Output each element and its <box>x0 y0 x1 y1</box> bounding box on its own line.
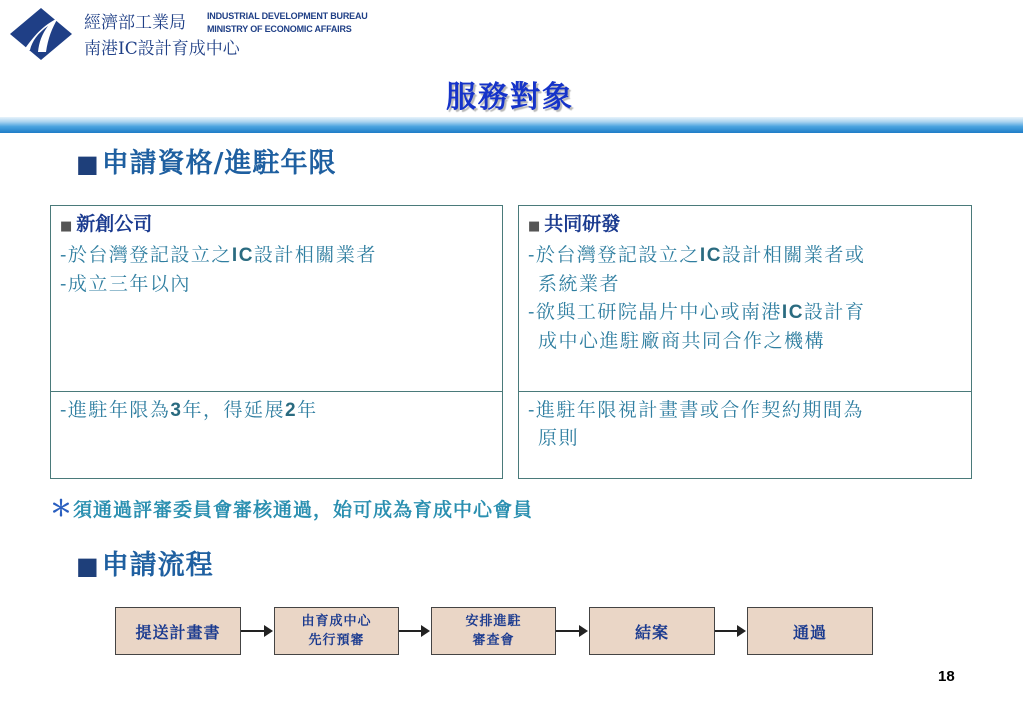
section-heading-text: 申請流程 <box>101 550 214 581</box>
asterisk-icon: ＊ <box>50 496 74 522</box>
startup-term: -進駐年限為3年，得延展2年 <box>60 399 318 421</box>
joint-term: -進駐年限視計畫書或合作契約期間為 <box>528 399 864 421</box>
square-bullet-icon: ■ <box>528 219 541 234</box>
flow-step-review-meeting: 安排進駐 審查會 <box>431 607 556 655</box>
square-bullet-icon: ■ <box>76 552 100 580</box>
section-heading-process <box>76 543 214 582</box>
arrow-right-icon <box>715 630 744 632</box>
page-number: 18 <box>938 668 955 685</box>
review-note <box>50 492 533 523</box>
joint-criterion-2: -欲與工研院晶片中心或南港IC設計育 <box>528 301 866 323</box>
flow-step-close-case: 結案 <box>589 607 715 655</box>
joint-term-cont: 原則 <box>538 427 580 449</box>
arrow-right-icon <box>399 630 428 632</box>
org-ministry-en: MINISTRY OF ECONOMIC AFFAIRS <box>207 24 352 34</box>
section-heading-eligibility <box>76 141 337 180</box>
review-note-text: 須通過評審委員會審核通過，始可成為育成中心會員 <box>73 499 534 521</box>
joint-term-content <box>528 396 968 452</box>
page-title: 服務對象 <box>446 80 574 115</box>
org-unit-cn: 南港IC設計育成中心 <box>84 39 240 59</box>
startup-criterion-1: -於台灣登記設立之IC設計相關業者 <box>60 244 377 266</box>
joint-criterion-1-cont: 系統業者 <box>538 273 621 295</box>
flow-step-submit-plan: 提送計畫書 <box>115 607 241 655</box>
org-name-cn: 經濟部工業局 <box>84 13 186 33</box>
startup-title: ■ 新創公司 <box>60 213 153 235</box>
joint-eligibility-content <box>528 210 968 355</box>
section-heading-text: 申請資格/進駐年限 <box>101 148 337 179</box>
startup-criterion-2: -成立三年以內 <box>60 273 191 295</box>
org-name-en: INDUSTRIAL DEVELOPMENT BUREAU <box>207 11 368 21</box>
ministry-logo-icon <box>8 6 74 62</box>
joint-title: ■ 共同研發 <box>528 213 621 235</box>
joint-criterion-1: -於台灣登記設立之IC設計相關業者或 <box>528 244 866 266</box>
arrow-right-icon <box>556 630 586 632</box>
joint-criterion-2-cont: 成中心進駐廠商共同合作之機構 <box>538 330 826 352</box>
square-bullet-icon: ■ <box>60 219 73 234</box>
square-bullet-icon: ■ <box>76 150 100 178</box>
startup-term-content <box>60 396 500 425</box>
startup-eligibility-content <box>60 210 500 298</box>
flow-step-pre-review: 由育成中心 先行預審 <box>274 607 399 655</box>
flow-step-approved: 通過 <box>747 607 873 655</box>
arrow-right-icon <box>241 630 271 632</box>
header-band <box>0 117 1023 133</box>
